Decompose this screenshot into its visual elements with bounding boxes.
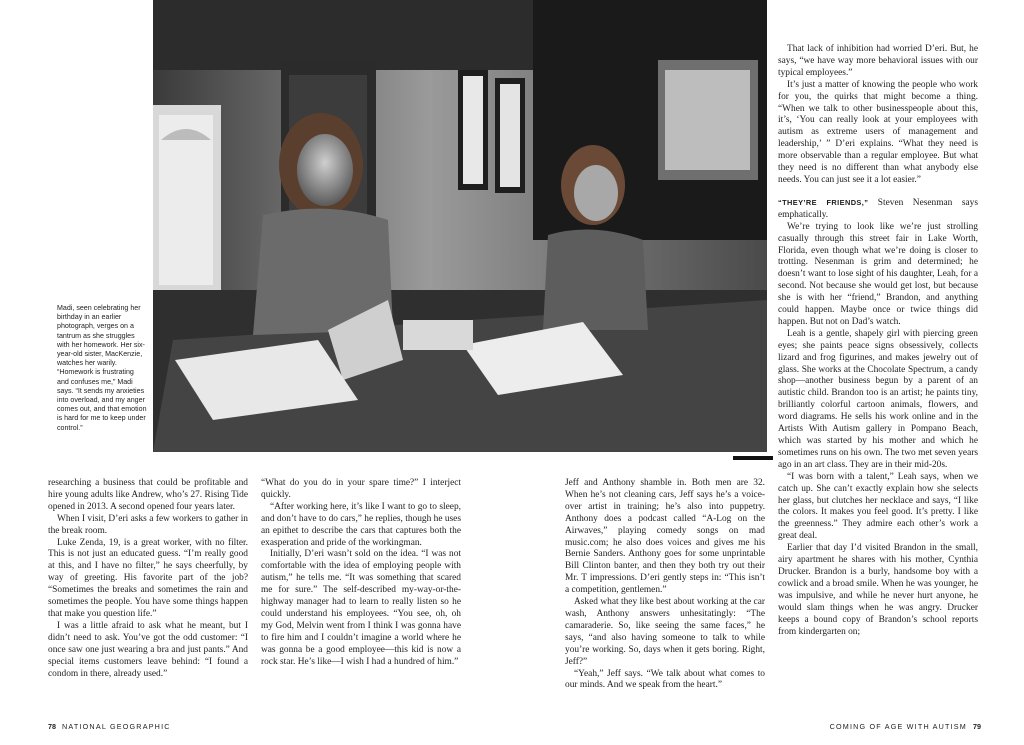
paragraph: It’s just a matter of knowing the people who work for you, the quirks that might become a thing. “When we talk to other businesspeople about this, it’s, ‘You can really look at your employees with autism as extreme users of management and leadership,’ ” D’eri explains. “What they need is more observable than a regular employee. But what they need is no different than what anybody else needs. You can just see it a lot easier.” xyxy=(778,79,978,185)
photo-illustration xyxy=(153,0,767,452)
photo-caption: Madi, seen celebrating her birthday in an earlier photograph, verges on a tantrum as she struggles with her homework. Her six-year-old sister, MacKenzie, watches her warily. “Homework is frustrating and confuses me,” Madi says. “It sends my anxieties into overload, and my anger comes out, and that emotion is hard for me to keep under control.” xyxy=(57,304,147,432)
footer-right xyxy=(830,722,981,731)
paragraph: “Yeah,” Jeff says. “We talk about what comes to our minds. And we speak from the heart.” xyxy=(565,668,765,691)
paragraph: Luke Zenda, 19, is a great worker, with no filter. This is not just an educated guess. “I’m really good at this, and I have no filter,” he says cheerfully, by way of greeting. His favorite part of the job? “Sometimes the breaks and sometimes the rain and sometimes the people. You have some things happen that make you question life.” xyxy=(48,537,248,619)
page-number-right: 79 xyxy=(973,722,981,731)
photo-girls-homework xyxy=(153,0,767,452)
footer-left xyxy=(48,722,171,731)
paragraph: That lack of inhibition had worried D’eri. But, he says, “we have way more behavioral issues with our typical employees.” xyxy=(778,44,978,78)
paragraph: When I visit, D’eri asks a few workers to gather in the break room. xyxy=(48,513,248,536)
section-lead-paragraph xyxy=(778,197,978,222)
paragraph: researching a business that could be profitable and hire young adults like Andrew, who’s 27. Rising Tide opened in 2013. A second opened four years later. xyxy=(48,478,248,512)
magazine-name: NATIONAL GEOGRAPHIC xyxy=(62,722,171,731)
article-title: COMING OF AGE WITH AUTISM xyxy=(829,722,967,731)
text-column-4 xyxy=(778,44,978,638)
paragraph: Earlier that day I’d visited Brandon in the small, airy apartment he shares with his mother, Cynthia Drucker. Brandon is a burly, handsome boy with a cowlick and a broad smile. When he was younger, he was impulsive, and while he never hurt anyone, he would slam things when he was angry. Drucker keeps a bound copy of Brandon’s school reports from kindergarten on; xyxy=(778,543,978,637)
paragraph: “I was born with a talent,” Leah says, when we catch up. She can’t exactly explain how she selects her glass, but clutches her necklace and says, “I like the colors. It makes you feel good. It’s pretty. I like the greenness.” They admire each other’s work a great deal. xyxy=(778,471,978,542)
paragraph: Leah is a gentle, shapely girl with piercing green eyes; she paints peace signs obsessively, collects lizard and frog figurines, and makes jewelry out of glass. She works at the Chocolate Spectrum, a candy shop—another business begun by a parent of an autistic child. Brandon too is an artist; he paints tiny, brilliantly colorful cartoon animals, flowers, and word diagrams. He sells his work online and in the Artists With Autism gallery in Pompano Beach, which was started by his mother and which he sometimes runs on his own. The two met seven years ago in an art class. They are in their mid-20s. xyxy=(778,328,978,470)
text-column-1 xyxy=(48,478,248,680)
text-column-2 xyxy=(261,478,461,669)
paragraph: “What do you do in your spare time?” I interject quickly. xyxy=(261,478,461,500)
section-lead-in: “THEY’RE FRIENDS,” xyxy=(778,197,869,207)
paragraph: I was a little afraid to ask what he meant, but I didn’t need to ask. You’ve got the odd customer: “I once saw one just wearing a bra and just pants.” And special items customers leave behind: “I found a condom in there, already used.” xyxy=(48,620,248,679)
paragraph: Jeff and Anthony shamble in. Both men are 32. When he’s not cleaning cars, Jeff says he’s a voice-over artist in training; he’s also into puppetry. Anthony does a podcast called “A-Log on the Airwaves,” playing comedy songs on mad music.com; he also does voices and gives me his Bernie Sanders. Anthony goes for some unprintable Bill Clinton banter, and then they both try out their Mr. T impressions. D’eri gently steps in: “This isn’t a competition, gentlemen.” xyxy=(565,478,765,596)
paragraph: “After working here, it’s like I want to go to sleep, and don’t have to do cars,” he replies, though he uses an epithet to describe the cars that captures both the exasperation and pride of the workingman. xyxy=(261,501,461,548)
paragraph: We’re trying to look like we’re just strolling casually through this street fair in Lake Worth, Florida, even though what we’re doing is closer to trotting. Nesenman is grim and determined; he doesn’t want to lose sight of his daughter, Leah, for a second. Not because she would get lost, but because she is with her “friend,” Brandon, and anything could happen. Maybe once or twice things did happen. But not on Dad’s watch. xyxy=(778,221,978,327)
paragraph: Asked what they like best about working at the car wash, Anthony answers unhesitatingly: “The camaraderie. So, like seeing the same faces,” he says, “and also having someone to talk to while you’re working. So, days when it gets boring. Right, Jeff?” xyxy=(565,597,765,667)
text-column-3 xyxy=(565,478,765,692)
section-lead-rest: Steven Nesenman says emphatically. xyxy=(778,197,978,220)
page-number-left: 78 xyxy=(48,722,56,731)
section-rule xyxy=(733,456,773,460)
paragraph: Initially, D’eri wasn’t sold on the idea. “I was not comfortable with the idea of employing people with autism,” he tells me. “It was something that scared me for sure.” The self-described my-way-or-the-highway manager had to learn to really listen so he could understand his employees. “You see, oh, oh my God, Melvin went from I think I was gonna have to fire him and I couldn’t imagine a world where he was gonna be a good employee—this kid is now a rock star. He’s like—I wish I had a hundred of him.” xyxy=(261,549,461,667)
